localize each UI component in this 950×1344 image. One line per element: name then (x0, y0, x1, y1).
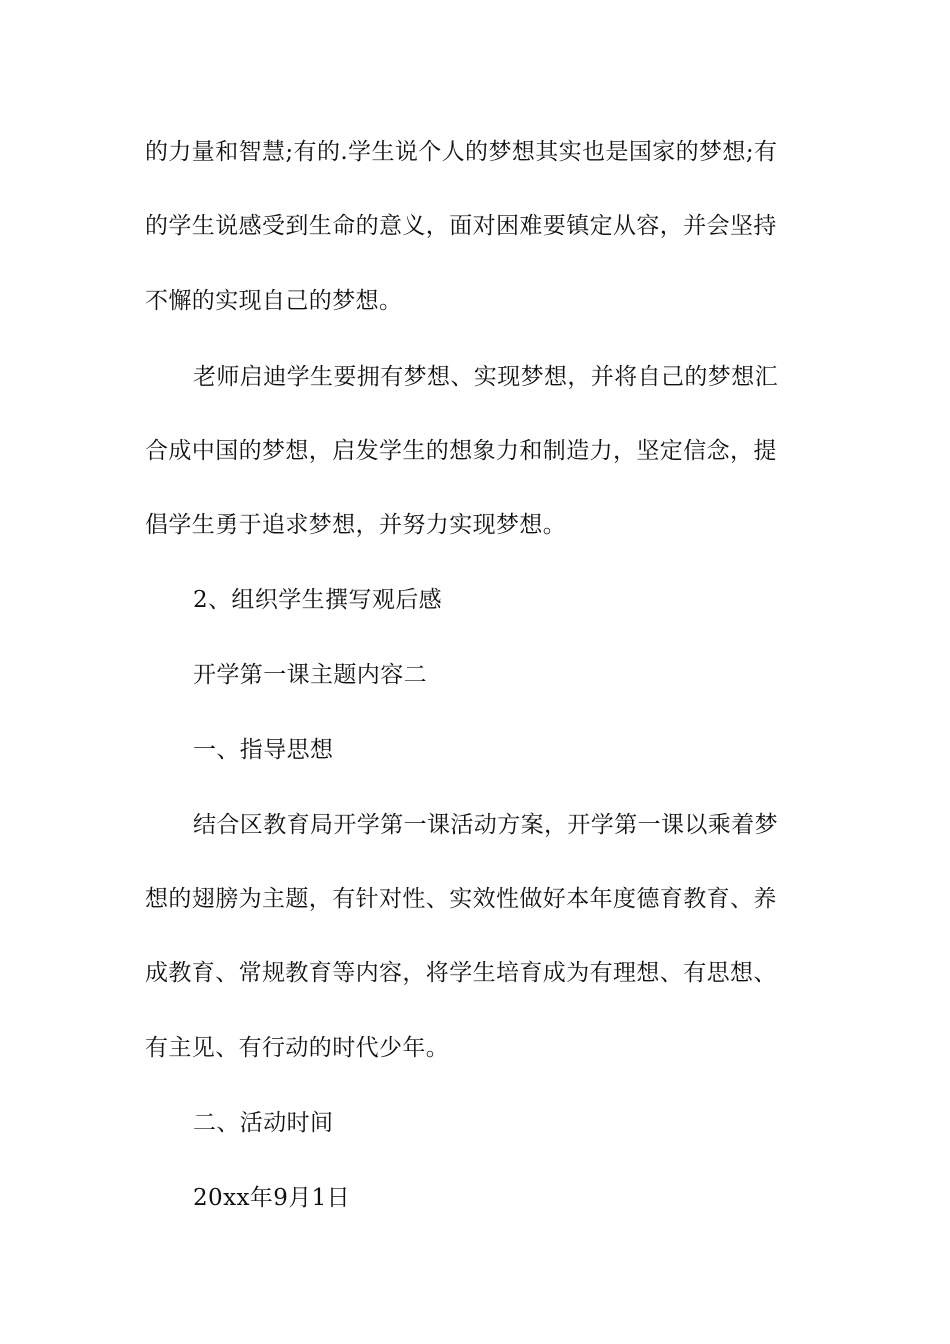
paragraph-line: 想的翅膀为主题，有针对性、实效性做好本年度德育教育、养 (145, 886, 777, 912)
paragraph-line: 结合区教育局开学第一课活动方案，开学第一课以乘着梦 (193, 812, 778, 838)
date-line: 20xx年9月1日 (193, 1185, 351, 1211)
paragraph-line: 有主见、有行动的时代少年。 (145, 1035, 450, 1061)
paragraph-line: 不懈的实现自己的梦想。 (145, 288, 403, 314)
section-heading: 一、指导思想 (193, 737, 334, 763)
paragraph-line: 成教育、常规教育等内容，将学生培育成为有理想、有思想、 (145, 960, 777, 986)
paragraph-line: 倡学生勇于追求梦想，并努力实现梦想。 (145, 512, 567, 538)
paragraph-line: 的学生说感受到生命的意义，面对困难要镇定从容，并会坚持 (145, 213, 777, 239)
paragraph-line: 合成中国的梦想，启发学生的想象力和制造力，坚定信念，提 (145, 438, 777, 464)
section-title: 开学第一课主题内容二 (193, 662, 427, 688)
paragraph-line: 的力量和智慧;有的.学生说个人的梦想其实也是国家的梦想;有 (145, 139, 778, 165)
section-heading: 二、活动时间 (193, 1110, 334, 1136)
paragraph-line: 老师启迪学生要拥有梦想、实现梦想，并将自己的梦想汇 (193, 364, 778, 390)
list-item-heading: 2、组织学生撰写观后感 (193, 587, 443, 613)
